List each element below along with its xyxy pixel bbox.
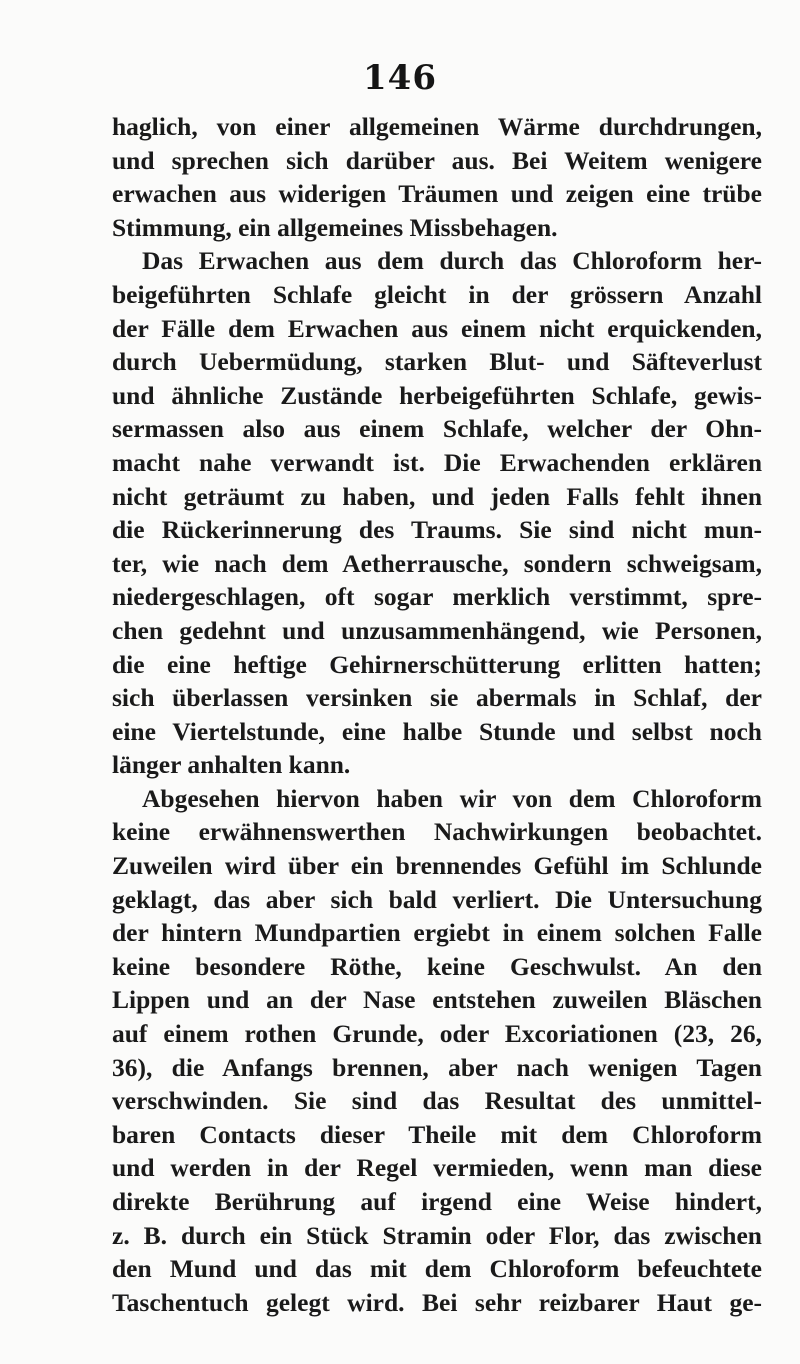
text-line: baren Contacts dieser Theile mit dem Chloroform (112, 1119, 762, 1149)
text-line: der hintern Mundpartien ergiebt in einem solchen Falle (112, 918, 762, 948)
text-line: erwachen aus widerigen Träumen und zeigen eine trübe (112, 179, 762, 209)
text-line: Taschentuch gelegt wird. Bei sehr reizbarer Haut ge- (112, 1287, 762, 1317)
text-line: ter, wie nach dem Aetherrausche, sondern schweigsam, (112, 548, 762, 578)
text-line: z. B. durch ein Stück Stramin oder Flor, das zwischen (112, 1220, 762, 1250)
text-line: länger anhalten kann. (112, 750, 351, 780)
text-line: die Rückerinnerung des Traums. Sie sind nicht mun- (112, 515, 762, 545)
text-line: 36), die Anfangs brennen, aber nach wenigen Tagen (112, 1052, 762, 1082)
text-line: niedergeschlagen, oft sogar merklich verstimmt, spre- (112, 582, 762, 612)
text-line: Abgesehen hiervon haben wir von dem Chloroform (142, 783, 762, 813)
page-number: 146 (363, 58, 437, 98)
text-line: macht nahe verwandt ist. Die Erwachenden erklären (112, 447, 762, 477)
text-line: chen gedehnt und unzusammenhängend, wie Personen, (112, 615, 762, 645)
text-line: beigeführten Schlafe gleicht in der grössern Anzahl (112, 279, 762, 309)
text-line: geklagt, das aber sich bald verliert. Die Untersuchung (112, 884, 762, 914)
text-line: der Fälle dem Erwachen aus einem nicht erquickenden, (112, 313, 762, 343)
text-line: und werden in der Regel vermieden, wenn man diese (112, 1153, 762, 1183)
text-line: nicht geträumt zu haben, und jeden Falls fehlt ihnen (112, 481, 762, 511)
text-line: und sprechen sich darüber aus. Bei Weitem wenigere (112, 145, 762, 175)
text-line: keine erwähnenswerthen Nachwirkungen beobachtet. (112, 817, 762, 847)
text-line: direkte Berührung auf irgend eine Weise hindert, (112, 1187, 762, 1216)
text-line: auf einem rothen Grunde, oder Excoriationen (23, 26, (112, 1019, 762, 1049)
text-line: Das Erwachen aus dem durch das Chloroform her- (142, 246, 762, 276)
text-line: Lippen und an der Nase entstehen zuweilen Bläschen (112, 985, 762, 1015)
text-line: eine Viertelstunde, eine halbe Stunde und selbst noch (112, 716, 762, 746)
text-line: keine besondere Röthe, keine Geschwulst. An den (112, 951, 762, 981)
text-line: die eine heftige Gehirnerschütterung erlitten hatten; (112, 649, 762, 679)
text-line: durch Uebermüdung, starken Blut- und Säfteverlust (112, 347, 762, 377)
text-line: sich überlassen versinken sie abermals in Schlaf, der (112, 683, 762, 713)
text-line: verschwinden. Sie sind das Resultat des unmittel- (112, 1086, 762, 1116)
body-text (112, 110, 762, 1319)
text-line: Stimmung, ein allgemeines Missbehagen. (112, 212, 558, 242)
text-line: haglich, von einer allgemeinen Wärme durchdrungen, (112, 112, 762, 141)
text-line: Zuweilen wird über ein brennendes Gefühl im Schlunde (112, 851, 762, 881)
text-line: den Mund und das mit dem Chloroform befeuchtete (112, 1254, 762, 1284)
text-line: sermassen also aus einem Schlafe, welcher der Ohn- (112, 414, 762, 444)
text-line: und ähnliche Zustände herbeigeführten Schlafe, gewis- (112, 380, 762, 410)
